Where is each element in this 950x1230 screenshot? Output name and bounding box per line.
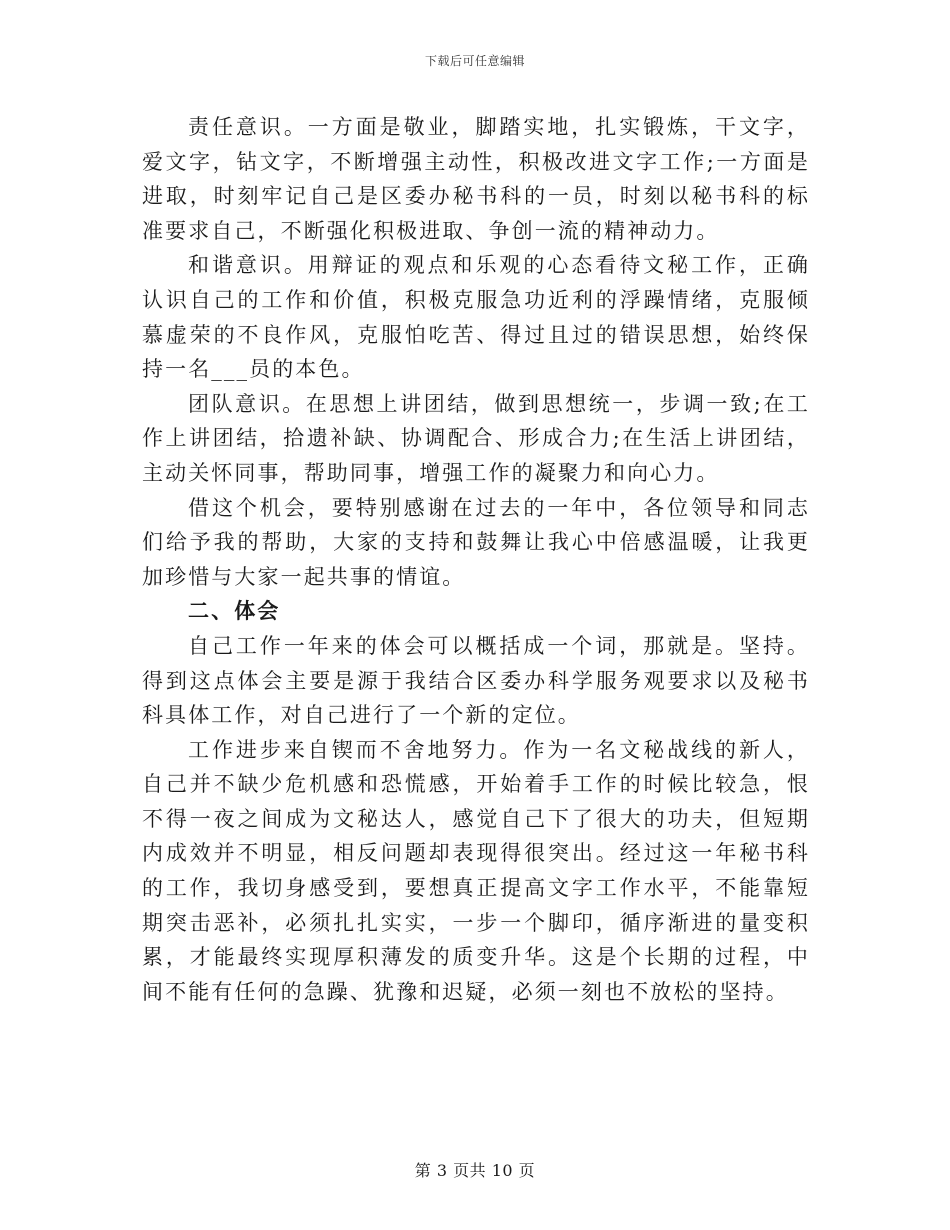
paragraph-thanks: 借这个机会，要特别感谢在过去的一年中，各位领导和同志们给予我的帮助，大家的支持和鼓舞让我心中倍感温暖，让我更加珍惜与大家一起共事的情谊。 <box>142 495 810 589</box>
paragraph-harmony: 和谐意识。用辩证的观点和乐观的心态看待文秘工作，正确认识自己的工作和价值，积极克服急功近利的浮躁情绪，克服倾慕虚荣的不良作风，克服怕吃苦、得过且过的错误思想，始终保持一名___员的本色。 <box>142 253 810 382</box>
page-number: 第 3 页共 10 页 <box>414 1161 536 1180</box>
paragraph-experience-summary: 自己工作一年来的体会可以概括成一个词，那就是。坚持。得到这点体会主要是源于我结合区委办科学服务观要求以及秘书科具体工作，对自己进行了一个新的定位。 <box>142 633 810 728</box>
paragraph-persistence: 工作进步来自锲而不舍地努力。作为一名文秘战线的新人，自己并不缺少危机感和恐慌感，开始着手工作的时候比较急，恨不得一夜之间成为文秘达人，感觉自己下了很大的功夫，但短期内成效并不明显，相反问题却表现得很突出。经过这一年秘书科的工作，我切身感受到，要想真正提高文字工作水平，不能靠短期突击恶补，必须扎扎实实，一步一个脚印，循序渐进的量变积累，才能最终实现厚积薄发的质变升华。这是个长期的过程，中间不能有任何的急躁、犹豫和迟疑，必须一刻也不放松的坚持。 <box>142 737 810 1004</box>
paragraph-teamwork: 团队意识。在思想上讲团结，做到思想统一，步调一致;在工作上讲团结，拾遗补缺、协调配合、形成合力;在生活上讲团结，主动关怀同事，帮助同事，增强工作的凝聚力和向心力。 <box>142 391 810 485</box>
paragraph-responsibility: 责任意识。一方面是敬业，脚踏实地，扎实锻炼，干文字，爱文字，钻文字，不断增强主动性，积极改进文字工作;一方面是进取，时刻牢记自己是区委办秘书科的一员，时刻以秘书科的标准要求自己，不断强化积极进取、争创一流的精神动力。 <box>142 115 810 243</box>
page-header: 下载后可任意编辑 <box>424 54 525 68</box>
section-heading: 二、体会 <box>188 598 281 624</box>
document-body <box>142 110 810 1009</box>
